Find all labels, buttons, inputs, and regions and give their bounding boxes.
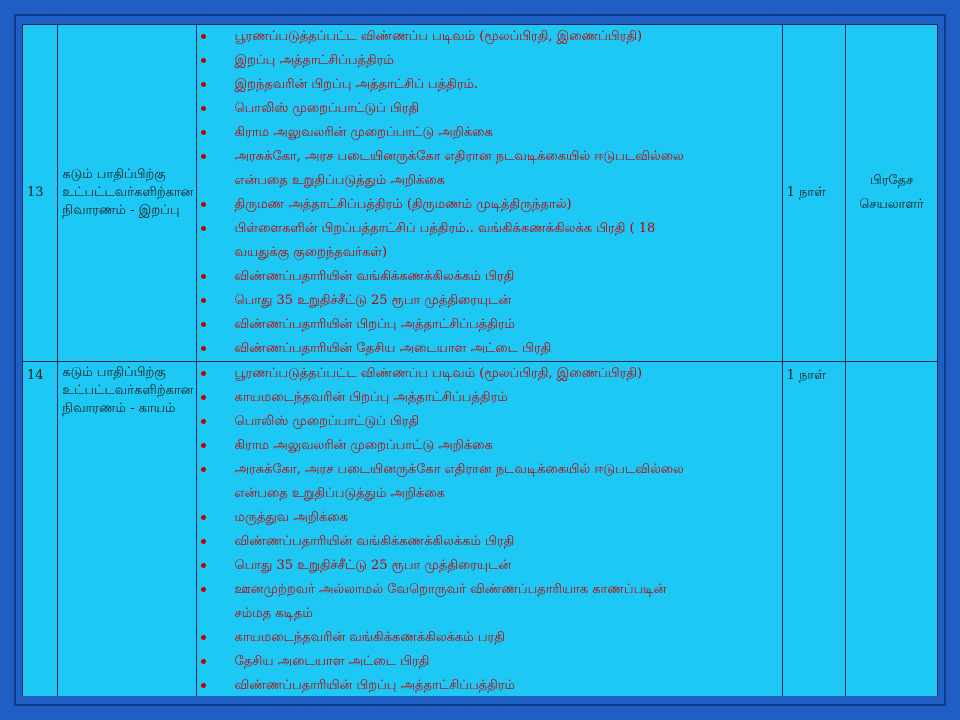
document-item [197,650,782,674]
document-item-text: பொது 35 உறுதிச்சீட்டு 25 ரூபா முத்திரையுடன் [234,558,512,573]
document-item-text: பொலிஸ் முறைப்பாட்டுப் பிரதி [234,101,420,116]
services-table [22,24,938,696]
document-item-text: விண்ணப்பதாரியின் தேசிய அடையாள அட்டை பிரதி [234,341,552,356]
document-item-text: பூரணப்படுத்தப்பட்ட விண்ணப்ப படிவம் (மூலப்பிரதி, இணைப்பிரதி) [234,366,643,381]
document-item-text: விண்ணப்பதாரியின் வங்கிக்கணக்கிலக்கம் பிரதி [234,269,515,284]
slide-frame [14,14,946,706]
processing-time: 1 நாள் [782,362,846,697]
document-item-text: இறந்தவரின் பிறப்பு அத்தாட்சிப் பத்திரம். [234,77,479,92]
responsible-officer: பிரதேச செயலாளர் [846,25,938,362]
document-item [197,289,782,313]
bullet-icon [201,635,206,640]
document-item [197,506,782,530]
document-item-text: கிராம அலுவலரின் முறைப்பாட்டு அறிக்கை [234,438,493,453]
document-item-text: காயமடைந்தவரின் வங்கிக்கணக்கிலக்கம் பரதி [234,630,505,645]
document-item-text: என்பதை உறுதிப்படுத்தும் அறிக்கை [234,486,445,501]
document-item [197,410,782,434]
bullet-icon [201,563,206,568]
bullet-icon [201,515,206,520]
bullet-icon [201,298,206,303]
slide-content [22,24,938,696]
document-item [197,97,782,121]
table-row [23,362,938,697]
document-item [197,217,782,265]
document-item [197,121,782,145]
document-item-text: பிள்ளைகளின் பிறப்பத்தாட்சிப் பத்திரம்.. வங்கிக்கணக்கிலக்க பிரதி ( 18 [234,221,656,236]
table-row [23,25,938,362]
document-item [197,626,782,650]
document-list [197,362,782,696]
document-item [197,193,782,217]
bullet-icon [201,467,206,472]
document-item-text: விண்ணப்பதாரியின் வங்கிக்கணக்கிலக்கம் பிரதி [234,534,515,549]
document-item [197,554,782,578]
document-item-text: கிராம அலுவலரின் முறைப்பாட்டு அறிக்கை [234,125,493,140]
document-item [197,337,782,361]
document-item-text: விண்ணப்பதாரியின் பிறப்பு அத்தாட்சிப்பத்திரம் [234,317,515,332]
bullet-icon [201,371,206,376]
bullet-icon [201,346,206,351]
service-name: கடும் பாதிப்பிற்கு உட்பட்டவர்களிற்கான நிவாரணம் - இறப்பு [58,25,196,362]
document-item [197,458,782,506]
service-number: 13 [23,25,58,362]
bullet-icon [201,154,206,159]
processing-time: 1 நாள் [782,25,846,362]
document-item [197,73,782,97]
document-item-text: பொலிஸ் முறைப்பாட்டுப் பிரதி [234,414,420,429]
document-item-text: அரசுக்கோ, அரச படையினருக்கோ எதிரான நடவடிக்கையில் ஈடுபடவில்லை [234,149,684,164]
document-item-text: பூரணப்படுத்தப்பட்ட விண்ணப்ப படிவம் (மூலப்பிரதி, இணைப்பிரதி) [234,29,643,44]
document-item [197,434,782,458]
document-item-text: தேசிய அடையாள அட்டை பிரதி [234,654,430,669]
document-item [197,265,782,289]
document-list [197,25,782,361]
document-item [197,674,782,696]
required-documents [196,362,782,697]
document-item [197,386,782,410]
document-item-text: விண்ணப்பதாரியின் பிறப்பு அத்தாட்சிப்பத்திரம் [234,678,515,693]
bullet-icon [201,34,206,39]
responsible-officer [846,362,938,697]
document-item-text: சம்மத கடிதம் [234,606,313,621]
bullet-icon [201,587,206,592]
bullet-icon [201,106,206,111]
bullet-icon [201,82,206,87]
document-item [197,362,782,386]
bullet-icon [201,395,206,400]
document-item [197,49,782,73]
document-item [197,145,782,193]
document-item [197,530,782,554]
bullet-icon [201,226,206,231]
bullet-icon [201,419,206,424]
bullet-icon [201,202,206,207]
bullet-icon [201,322,206,327]
service-name: கடும் பாதிப்பிற்கு உட்பட்டவர்களிற்கான நிவாரணம் - காயம் [58,362,196,697]
document-item-text: பொது 35 உறுதிச்சீட்டு 25 ரூபா முத்திரையுடன் [234,293,512,308]
bullet-icon [201,659,206,664]
bullet-icon [201,539,206,544]
required-documents [196,25,782,362]
document-item-text: அரசுக்கோ, அரச படையினருக்கோ எதிரான நடவடிக்கையில் ஈடுபடவில்லை [234,462,684,477]
bullet-icon [201,58,206,63]
bullet-icon [201,443,206,448]
bullet-icon [201,130,206,135]
document-item-text: ஊனமுற்றவர் அல்லாமல் வேறொருவர் விண்ணப்பதாரியாக காணப்படின் [234,582,667,597]
document-item [197,578,782,626]
document-item [197,25,782,49]
document-item-text: இறப்பு அத்தாட்சிப்பத்திரம் [234,53,394,68]
bullet-icon [201,274,206,279]
document-item-text: என்பதை உறுதிப்படுத்தும் அறிக்கை [234,173,445,188]
bullet-icon [201,683,206,688]
document-item [197,313,782,337]
service-number: 14 [23,362,58,697]
document-item-text: காயமடைந்தவரின் பிறப்பு அத்தாட்சிப்பத்திரம் [234,390,508,405]
document-item-text: வயதுக்கு குறைந்தவர்கள்) [234,245,388,260]
document-item-text: மருத்துவ அறிக்கை [234,510,348,525]
document-item-text: திருமண அத்தாட்சிப்பத்திரம் (திருமணம் முடித்திருந்தால்) [234,197,572,212]
